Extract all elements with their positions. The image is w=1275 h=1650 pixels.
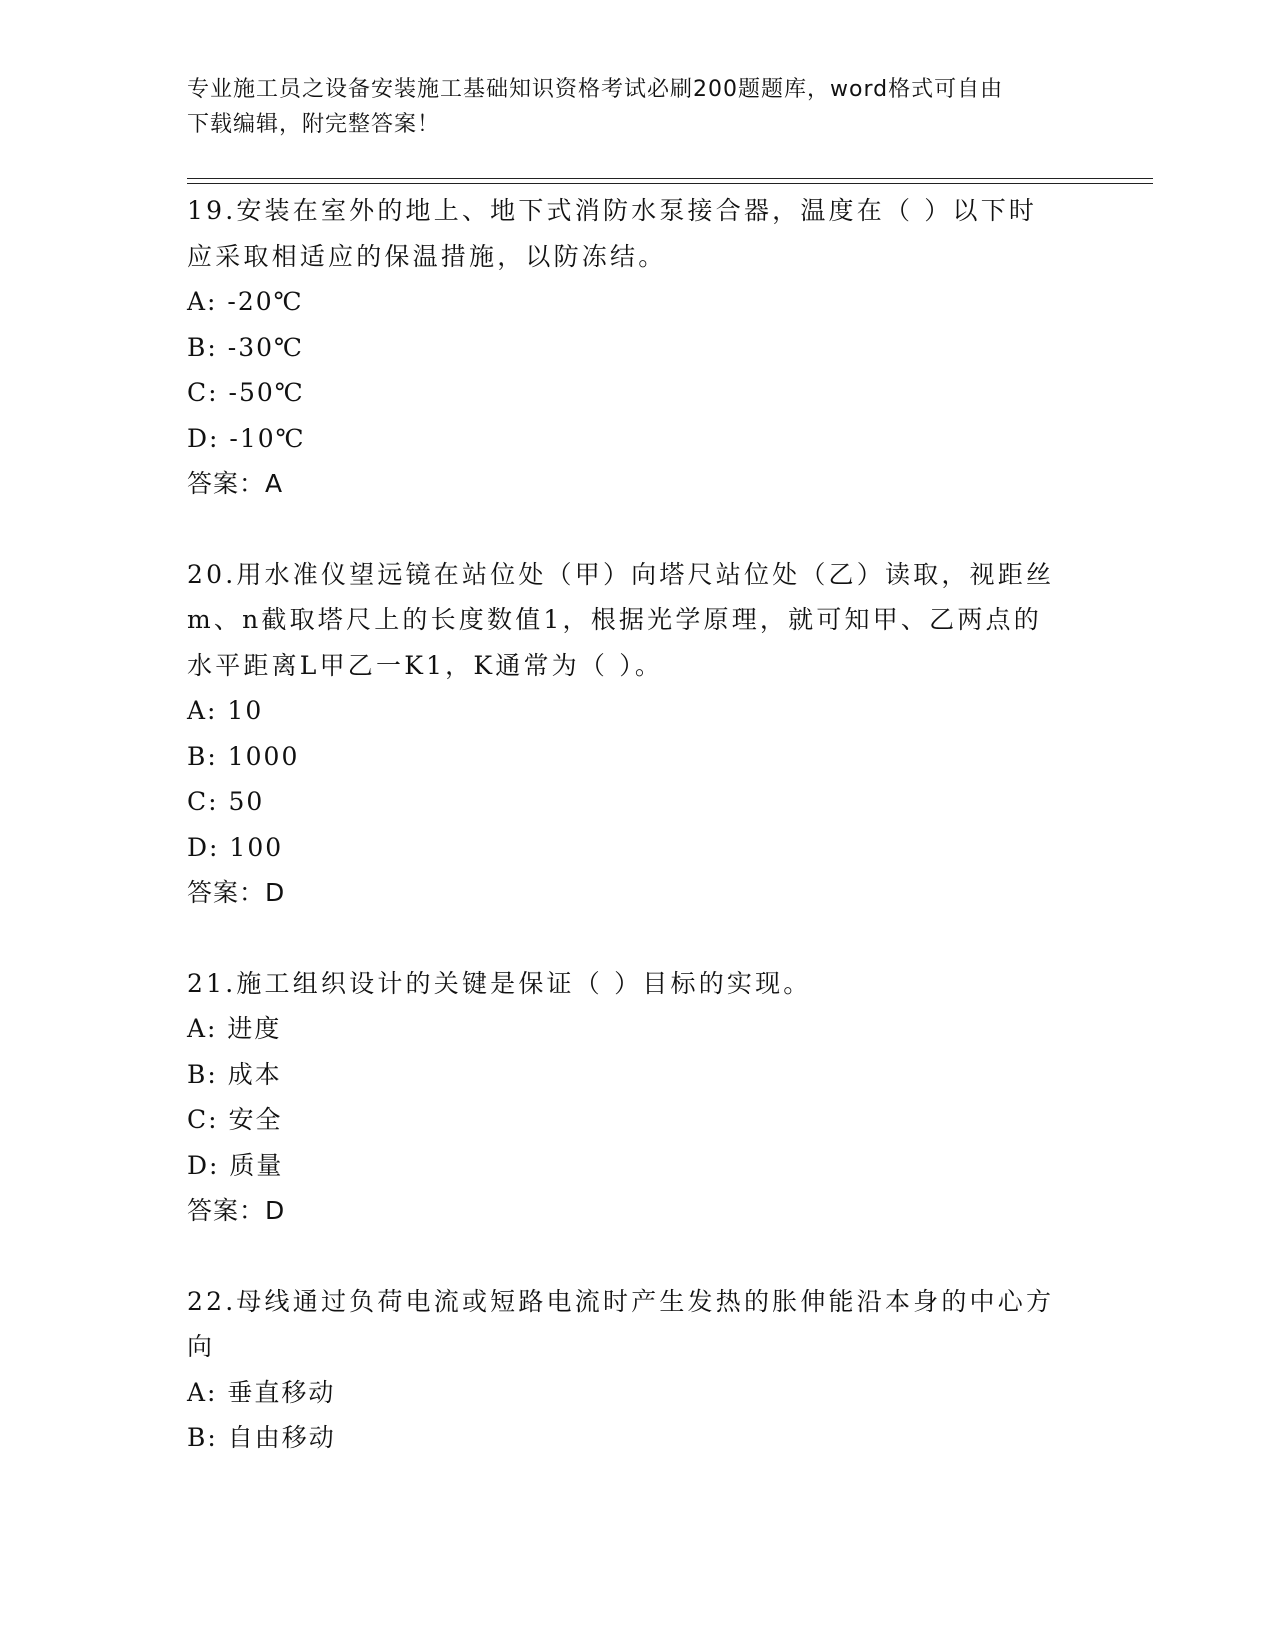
question-stem-line: 向 <box>187 1332 216 1361</box>
question-spacer <box>187 916 1087 961</box>
option-d: D: 质量 <box>187 1150 284 1180</box>
question-list <box>187 188 1087 1461</box>
question-21 <box>187 961 1087 1234</box>
option-a: A: 进度 <box>187 1014 282 1043</box>
option-c: C: -50℃ <box>187 378 305 407</box>
option-b: B: 自由移动 <box>187 1423 336 1452</box>
header-line-1: 专业施工员之设备安装施工基础知识资格考试必刷200题题库，word格式可自由 <box>187 77 1004 102</box>
option-a: A: 10 <box>187 696 264 725</box>
answer-line: 答案：D <box>187 1196 286 1225</box>
option-a: A: -20℃ <box>187 287 304 316</box>
option-b: B: -30℃ <box>187 332 304 362</box>
question-stem-line: 19.安装在室外的地上、地下式消防水泵接合器，温度在（ ）以下时 <box>187 196 1038 225</box>
question-stem-line: m、n截取塔尺上的长度数值1，根据光学原理，就可知甲、乙两点的 <box>187 605 1042 634</box>
answer-line: 答案：D <box>187 878 286 907</box>
question-19 <box>187 188 1087 507</box>
option-c: C: 安全 <box>187 1105 283 1134</box>
question-stem-line: 21.施工组织设计的关键是保证（ ）目标的实现。 <box>187 968 812 998</box>
question-stem-line: 20.用水准仪望远镜在站位处（甲）向塔尺站位处（乙）读取，视距丝 <box>187 559 1055 589</box>
question-stem-line: 应采取相适应的保温措施，以防冻结。 <box>187 241 667 271</box>
option-d: D: 100 <box>187 832 284 862</box>
question-20 <box>187 552 1087 916</box>
option-c: C: 50 <box>187 787 265 816</box>
option-d: D: -10℃ <box>187 423 306 453</box>
question-spacer <box>187 507 1087 552</box>
option-a: A: 垂直移动 <box>187 1377 336 1407</box>
question-stem-line: 22.母线通过负荷电流或短路电流时产生发热的胀伸能沿本身的中心方 <box>187 1286 1055 1316</box>
option-b: B: 1000 <box>187 741 300 771</box>
question-22 <box>187 1279 1087 1461</box>
question-spacer <box>187 1234 1087 1279</box>
document-header <box>187 72 1067 142</box>
header-line-2: 下载编辑，附完整答案！ <box>187 112 441 137</box>
header-divider-bottom <box>187 183 1153 184</box>
question-stem-line: 水平距离L甲乙一K1，K通常为（ ）。 <box>187 650 664 680</box>
answer-line: 答案：A <box>187 469 284 498</box>
option-b: B: 成本 <box>187 1059 282 1089</box>
header-divider-top <box>187 178 1153 179</box>
